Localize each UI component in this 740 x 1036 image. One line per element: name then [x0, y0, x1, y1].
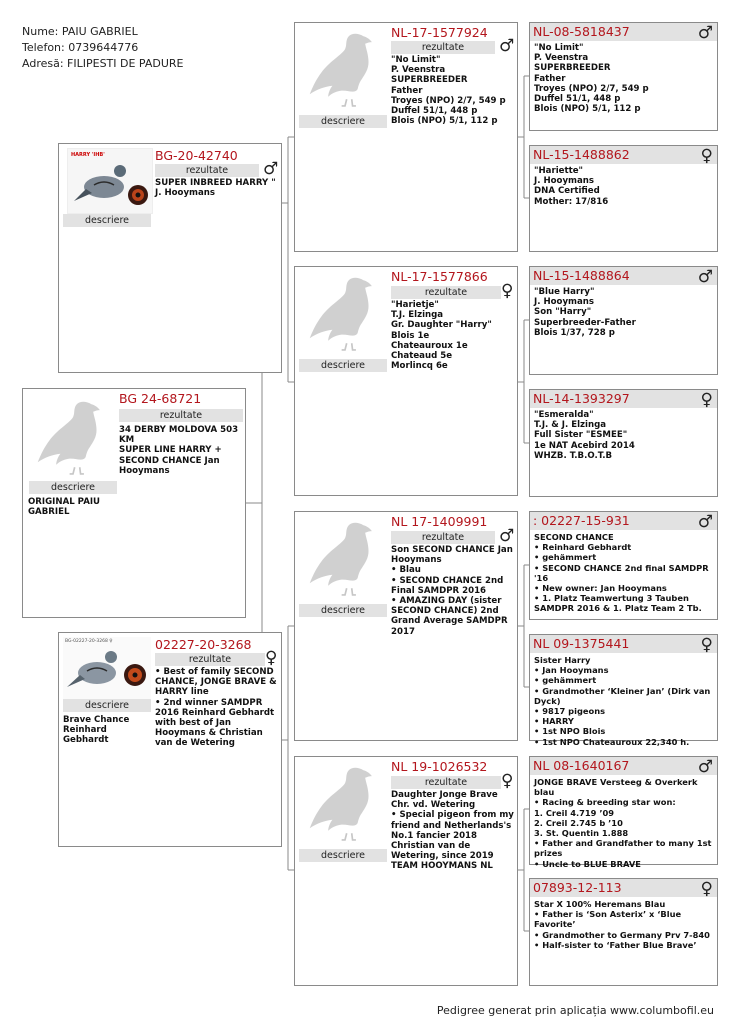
subject-owner: ORIGINAL PAIU GABRIEL	[28, 497, 101, 518]
ggp-info: JONGE BRAVE Versteeg & Overkerk blau • Racing & breeding star won: 1. Creil 4.719 ’09 2. Creil 2.745 b ’10 3. St. Quentin 1.888 • Father and Grandfather to many 1st prizes • Uncle to BLUE BRAVE	[534, 777, 712, 869]
pigeon-photo-icon	[68, 149, 152, 213]
owner-name: Nume: PAIU GABRIEL	[22, 25, 138, 38]
dam-card[interactable]	[58, 632, 282, 847]
ggp-info: "Blue Harry" J. Hooymans Son "Harry" Superbreeder-Father Blois 1/37, 728 p	[534, 287, 636, 338]
results-button[interactable]: rezultate	[391, 286, 501, 299]
great-grandparent-card[interactable]	[529, 22, 718, 131]
male-icon: ♂	[697, 267, 713, 287]
great-grandparent-card[interactable]	[529, 878, 718, 986]
footer-credit: Pedigree generat prin aplicația www.columbofil.eu	[436, 1004, 714, 1017]
grandparent-card[interactable]	[294, 511, 518, 741]
female-icon: ♀	[700, 635, 713, 655]
pigeon-silhouette-icon	[303, 271, 387, 355]
female-icon: ♀	[700, 146, 713, 166]
gp-info: Daughter Jonge Brave Chr. vd. Wetering • Special pigeon from my friend and Netherlands's No.1 fancier 2018 Christian van de Wetering, since 2019 TEAM HOOYMANS NL	[391, 790, 514, 872]
gp-info: Son SECOND CHANCE Jan Hooymans • Blau • SECOND CHANCE 2nd Final SAMDPR 2016 • AMAZING DAY (sister SECOND CHANCE) 2nd Grand Average SAMDPR 2017	[391, 545, 513, 637]
sire-photo	[67, 148, 153, 214]
results-button[interactable]: rezultate	[391, 776, 501, 789]
pigeon-photo-icon	[63, 637, 151, 699]
male-icon: ♂	[697, 757, 713, 777]
female-icon: ♀	[700, 390, 713, 410]
photo-caption: BG-02227-20-3268 ♀	[65, 639, 113, 644]
photo-caption: HARRY 'IHB'	[71, 152, 105, 158]
ggp-info: "No Limit" P. Veenstra SUPERBREEDER Father Troyes (NPO) 2/7, 549 p Duffel 51/1, 448 p Blois (NPO) 5/1, 112 p	[534, 43, 649, 115]
subject-card[interactable]	[22, 388, 246, 618]
pigeon-silhouette-icon	[303, 27, 387, 111]
subject-info: 34 DERBY MOLDOVA 503 KM SUPER LINE HARRY + SECOND CHANCE Jan Hooymans	[119, 425, 239, 476]
ggp-info: Sister Harry • Jan Hooymans • gehämmert • Grandmother ‘Kleiner Jan’ (Dirk van Dyck) • 9817 pigeons • HARRY • 1st NPO Blois • 1st NPO Chateauroux 22,340 h.	[534, 655, 711, 747]
gp-ring: NL 19-1026532	[391, 759, 488, 774]
dam-ring: 02227-20-3268	[155, 637, 252, 652]
description-button[interactable]: descriere	[299, 604, 387, 617]
great-grandparent-card[interactable]	[529, 266, 718, 375]
pigeon-silhouette-icon	[303, 761, 387, 845]
female-icon: ♀	[501, 281, 514, 301]
great-grandparent-card[interactable]	[529, 634, 718, 747]
dam-breeder: Brave Chance Reinhard Gebhardt	[63, 715, 130, 746]
description-button[interactable]: descriere	[299, 359, 387, 372]
male-icon: ♂	[697, 23, 713, 43]
description-button[interactable]: descriere	[299, 115, 387, 128]
male-icon: ♂	[697, 512, 713, 532]
grandparent-card[interactable]	[294, 266, 518, 496]
pigeon-silhouette-icon	[31, 395, 115, 479]
ggp-info: "Esmeralda" T.J. & J. Elzinga Full Sister "ESMEE" 1e NAT Acebird 2014 WHZB. T.B.O.T.B	[534, 410, 635, 461]
ggp-ring: NL-14-1393297	[533, 391, 630, 406]
results-button[interactable]: rezultate	[391, 41, 495, 54]
ggp-ring: NL-15-1488862	[533, 147, 630, 162]
ggp-ring: 07893-12-113	[533, 880, 622, 895]
description-button[interactable]: descriere	[63, 699, 151, 712]
female-icon: ♀	[265, 648, 278, 668]
great-grandparent-card[interactable]	[529, 145, 718, 252]
gp-info: "No Limit" P. Veenstra SUPERBREEDER Father Troyes (NPO) 2/7, 549 p Duffel 51/1, 448 p Blois (NPO) 5/1, 112 p	[391, 55, 506, 127]
ggp-ring: : 02227-15-931	[533, 513, 630, 528]
male-icon: ♂	[499, 526, 515, 546]
female-icon: ♀	[501, 771, 514, 791]
ggp-ring: NL-08-5818437	[533, 24, 630, 39]
great-grandparent-card[interactable]	[529, 511, 718, 620]
results-button[interactable]: rezultate	[155, 653, 265, 666]
male-icon: ♂	[263, 159, 279, 179]
ggp-ring: NL-15-1488864	[533, 268, 630, 283]
sire-card[interactable]	[58, 143, 282, 373]
grandparent-card[interactable]	[294, 756, 518, 986]
ggp-ring: NL 08-1640167	[533, 758, 630, 773]
sire-ring: BG-20-42740	[155, 148, 238, 163]
grandparent-card[interactable]	[294, 22, 518, 252]
results-button[interactable]: rezultate	[155, 164, 259, 177]
gp-ring: NL-17-1577924	[391, 25, 488, 40]
gp-ring: NL-17-1577866	[391, 269, 488, 284]
ggp-ring: NL 09-1375441	[533, 636, 630, 651]
pigeon-silhouette-icon	[303, 516, 387, 600]
gp-ring: NL 17-1409991	[391, 514, 488, 529]
subject-ring: BG 24-68721	[119, 391, 202, 406]
dam-info: • Best of family SECOND CHANCE, JONGE BRAVE & HARRY line • 2nd winner SAMDPR 2016 Reinhard Gebhardt with best of Jan Hooymans & Christian van de Wetering	[155, 667, 277, 749]
description-button[interactable]: descriere	[63, 214, 151, 227]
owner-address: Adresă: FILIPESTI DE PADURE	[22, 57, 184, 70]
description-button[interactable]: descriere	[29, 481, 117, 494]
results-button[interactable]: rezultate	[391, 531, 495, 544]
sire-info: SUPER INBREED HARRY " J. Hooymans	[155, 178, 276, 199]
owner-phone: Telefon: 0739644776	[22, 41, 139, 54]
ggp-info: "Hariette" J. Hooymans DNA Certified Mother: 17/816	[534, 166, 609, 207]
dam-photo	[63, 637, 151, 699]
results-button[interactable]: rezultate	[119, 409, 243, 422]
description-button[interactable]: descriere	[299, 849, 387, 862]
great-grandparent-card[interactable]	[529, 389, 718, 497]
gp-info: "Harietje" T.J. Elzinga Gr. Daughter "Harry" Blois 1e Chateauroux 1e Chateaud 5e Morlincq 6e	[391, 300, 492, 372]
female-icon: ♀	[700, 879, 713, 899]
male-icon: ♂	[499, 36, 515, 56]
great-grandparent-card[interactable]	[529, 756, 718, 869]
ggp-info: SECOND CHANCE • Reinhard Gebhardt • gehämmert • SECOND CHANCE 2nd final SAMDPR '16 • New owner: Jan Hooymans • 1. Platz Teamwertung 3 Tauben SAMDPR 2016 & 1. Platz Team 2 Tb.	[534, 532, 709, 614]
ggp-info: Star X 100% Heremans Blau • Father is ‘Son Asterix’ x ‘Blue Favorite’ • Grandmother to Germany Prv 7-840 • Half-sister to ‘Father Blue Brave’	[534, 899, 710, 950]
